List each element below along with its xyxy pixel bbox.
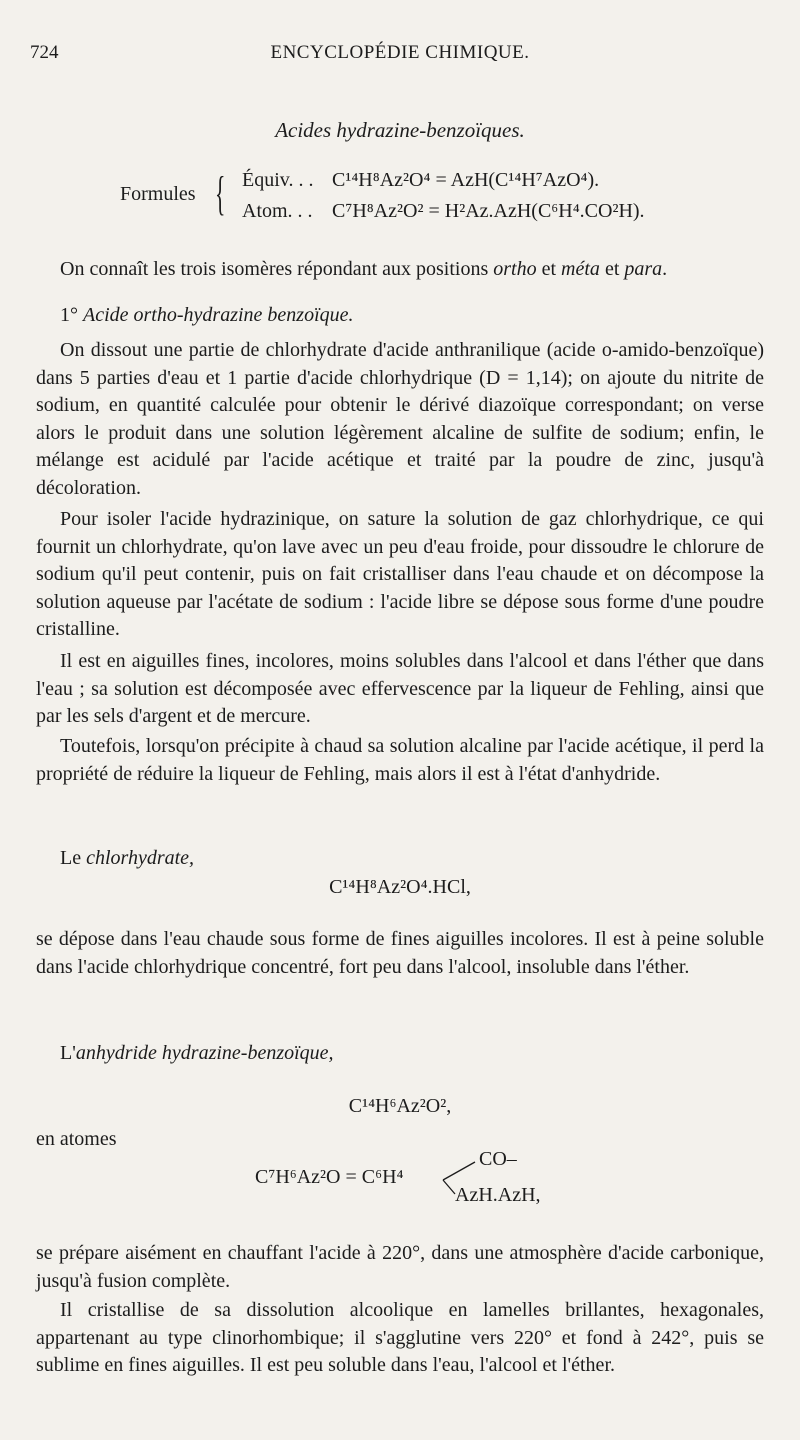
- running-title: ENCYCLOPÉDIE CHIMIQUE.: [270, 42, 530, 63]
- isomers-text-4: .: [662, 258, 668, 280]
- paragraph-5: se dépose dans l'eau chaude sous forme de fines aiguilles incolores. Il est à peine soluble dans l'acide chlorhydrique concentré, fort peu dans l'alcool, insoluble dans l'éther.: [36, 928, 764, 978]
- paragraph-4: Toutefois, lorsqu'on précipite à chaud sa solution alcaline par l'acide acétique, il perd la propriété de réduire la liqueur de Fehling, mais alors il est à l'état d'anhydride.: [36, 735, 764, 785]
- chlorhydrate-formula: C¹⁴H⁸Az²O⁴.HCl,: [329, 876, 471, 898]
- equiv-row: [242, 169, 599, 192]
- subheading-text: Acide ortho-hydrazine benzoïque.: [83, 304, 354, 326]
- atom-formula: C⁷H⁸Az²O² = H²Az.AzH(C⁶H⁴.CO²H).: [332, 200, 645, 222]
- anhydride-word: anhydride hydrazine-benzoïque,: [75, 1042, 334, 1064]
- isomers-meta: méta: [561, 258, 600, 280]
- atom-label: Atom. . .: [242, 200, 313, 222]
- equiv-label: Équiv. . .: [242, 169, 314, 191]
- isomers-text-1: On connaît les trois isomères répondant aux positions: [60, 258, 494, 280]
- formulas-block: [120, 166, 720, 230]
- chlorhydrate-le: Le: [60, 847, 87, 869]
- subheading: [36, 302, 764, 330]
- isomers-para: para: [624, 258, 663, 280]
- struct-co: CO–: [479, 1148, 517, 1170]
- page-header: [30, 42, 770, 68]
- struct-bonds: [439, 1156, 479, 1204]
- paragraph-6: se prépare aisément en chauffant l'acide à 220°, dans une atmosphère d'acide carbonique, jusqu'à fusion complète.: [36, 1242, 764, 1292]
- struct-lhs: C⁷H⁶Az²O = C⁶H⁴: [255, 1166, 404, 1188]
- paragraph-7: Il cristallise de sa dissolution alcoolique en lamelles brillantes, hexagonales, appartenant au type clinorhombique; il s'agglutine vers 220° et fond à 242°, puis se sublime en fines aiguilles. Il est peu soluble dans l'eau, l'alcool et l'éther.: [36, 1299, 764, 1376]
- brace-symbol: {: [215, 167, 226, 220]
- paragraph-1: On dissout une partie de chlorhydrate d'acide anthranilique (acide o-amido-benzoïque) dans 5 parties d'eau et 1 partie d'acide chlorhydrique (D = 1,14); on ajoute du nitrite de sodium, en quantité calculée pour obtenir le dérivé diazoïque correspondant; on verse alors le produit dans une solution légèrement alcaline de sulfite de sodium; enfin, le mélange est acidulé par l'acide acétique et traité par la poudre de zinc, jusqu'à décoloration.: [36, 339, 764, 499]
- equiv-formula: C¹⁴H⁸Az²O⁴ = AzH(C¹⁴H⁷AzO⁴).: [332, 169, 600, 191]
- isomers-paragraph: [36, 256, 764, 284]
- chlorhydrate-intro: [60, 845, 764, 873]
- paragraph-2: Pour isoler l'acide hydrazinique, on sature la solution de gaz chlorhydrique, ce qui fournit un chlorhydrate, qu'on lave avec un peu d'eau froide, pour dissoudre le chlorure de sodium qu'il peut contenir, puis on fait cristalliser dans l'eau chaude et on décompose la solution aqueuse par l'acétate de sodium : l'acide libre se dépose sous forme d'une poudre cristalline.: [36, 508, 764, 640]
- en-atomes-label: en atomes: [36, 1128, 117, 1150]
- section-title: Acides hydrazine-benzoïques.: [275, 118, 525, 142]
- formulas-label: Formules: [120, 183, 196, 205]
- chlorhydrate-word: chlorhydrate,: [86, 847, 195, 869]
- anhydride-intro: [60, 1040, 764, 1068]
- structural-formula: [255, 1148, 575, 1218]
- anhydride-formula: C¹⁴H⁶Az²O²,: [348, 1095, 452, 1117]
- subheading-number: 1°: [60, 304, 83, 326]
- isomers-ortho: ortho: [493, 258, 537, 280]
- struct-azh: AzH.AzH,: [455, 1184, 541, 1206]
- isomers-text-2: et: [536, 258, 562, 280]
- paragraph-3: Il est en aiguilles fines, incolores, moins solubles dans l'alcool et dans l'éther que dans l'eau ; sa solution est décomposée avec effervescence par la liqueur de Fehling, ainsi que par les sels d'argent et de mercure.: [36, 650, 764, 727]
- anhydride-l: L': [60, 1042, 76, 1064]
- atom-row: [242, 200, 645, 223]
- isomers-text-3: et: [599, 258, 625, 280]
- page-number: 724: [30, 42, 59, 63]
